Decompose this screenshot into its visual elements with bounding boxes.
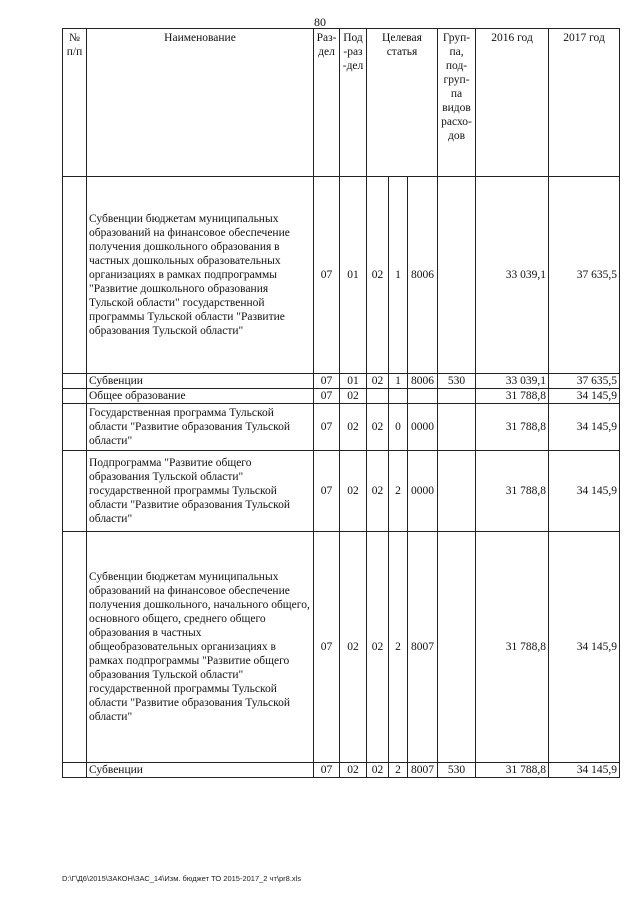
cell-num (63, 404, 87, 451)
table-row (63, 763, 620, 778)
cell-razdel: 07 (314, 177, 340, 374)
cell-num (63, 374, 87, 389)
cell-2016: 33 039,1 (476, 374, 549, 389)
page-number: 80 (314, 15, 326, 29)
cell-name: Подпрограмма "Развитие общего образования Тульской области" государственной программы Тульской области "Развитие образования Тульской области" (87, 451, 314, 532)
cell-cs1: 02 (367, 763, 389, 778)
cell-name: Субвенции бюджетам муниципальных образований на финансовое обеспечение получения дошкольного образования в частных дошкольных образовательных организациях в рамках подпрограммы "Развитие дошкольного образования Тульской области" государственной программы Тульской области "Развитие образования Тульской области" (87, 177, 314, 374)
header-num: № п/п (63, 29, 87, 177)
cell-num (63, 763, 87, 778)
cell-name: Субвенции бюджетам муниципальных образований на финансовое обеспечение получения дошкольного, начального общего, основного общего, среднего общего образования в частных общеобразовательных организациях в рамках подпрограммы "Развитие общего образования Тульской области" государственной программы Тульской области "Развитие образования Тульской области" (87, 532, 314, 763)
cell-cs3: 8006 (408, 374, 438, 389)
cell-cs2: 2 (389, 763, 408, 778)
cell-2016: 31 788,8 (476, 532, 549, 763)
cell-podrazdel: 02 (340, 389, 367, 404)
cell-cs3: 0000 (408, 451, 438, 532)
cell-podrazdel: 02 (340, 404, 367, 451)
cell-num (63, 389, 87, 404)
cell-cs2: 1 (389, 374, 408, 389)
cell-name: Субвенции (87, 763, 314, 778)
cell-2017: 34 145,9 (549, 451, 620, 532)
header-podrazdel: Под-раз-дел (340, 29, 367, 177)
cell-2017: 34 145,9 (549, 404, 620, 451)
cell-2016: 33 039,1 (476, 177, 549, 374)
cell-cs2 (389, 389, 408, 404)
header-row (63, 29, 620, 177)
cell-gruppa: 530 (438, 374, 476, 389)
cell-num (63, 177, 87, 374)
cell-name: Общее образование (87, 389, 314, 404)
cell-2016: 31 788,8 (476, 451, 549, 532)
cell-cs1: 02 (367, 404, 389, 451)
cell-cs2: 1 (389, 177, 408, 374)
cell-gruppa (438, 389, 476, 404)
cell-razdel: 07 (314, 389, 340, 404)
cell-gruppa (438, 177, 476, 374)
cell-podrazdel: 02 (340, 532, 367, 763)
cell-cs1: 02 (367, 177, 389, 374)
cell-podrazdel: 02 (340, 763, 367, 778)
cell-razdel: 07 (314, 451, 340, 532)
cell-razdel: 07 (314, 374, 340, 389)
cell-2016: 31 788,8 (476, 404, 549, 451)
table-row (63, 389, 620, 404)
cell-razdel: 07 (314, 763, 340, 778)
cell-2017: 37 635,5 (549, 177, 620, 374)
cell-gruppa (438, 451, 476, 532)
cell-cs3 (408, 389, 438, 404)
cell-2017: 34 145,9 (549, 763, 620, 778)
header-2017: 2017 год (549, 29, 620, 177)
cell-2017: 34 145,9 (549, 532, 620, 763)
cell-cs3: 8007 (408, 763, 438, 778)
budget-table (62, 28, 620, 778)
table-row (63, 177, 620, 374)
cell-cs2: 0 (389, 404, 408, 451)
cell-razdel: 07 (314, 404, 340, 451)
cell-cs2: 2 (389, 532, 408, 763)
cell-2016: 31 788,8 (476, 763, 549, 778)
cell-podrazdel: 01 (340, 177, 367, 374)
table-row (63, 404, 620, 451)
cell-cs1 (367, 389, 389, 404)
cell-gruppa (438, 404, 476, 451)
cell-podrazdel: 01 (340, 374, 367, 389)
cell-name: Субвенции (87, 374, 314, 389)
table-row (63, 374, 620, 389)
cell-cs1: 02 (367, 451, 389, 532)
cell-2017: 34 145,9 (549, 389, 620, 404)
header-2016: 2016 год (476, 29, 549, 177)
cell-cs3: 0000 (408, 404, 438, 451)
cell-gruppa: 530 (438, 763, 476, 778)
cell-2017: 37 635,5 (549, 374, 620, 389)
footer-file-path: D:\Г\Д6\2015\ЗАКОН\ЗАС_14\Изм. бюджет ТО 2015-2017_2 чт\pr8.xls (62, 874, 302, 883)
header-celevaya: Целевая статья (367, 29, 438, 177)
header-name: Наименование (87, 29, 314, 177)
table-row (63, 532, 620, 763)
cell-cs2: 2 (389, 451, 408, 532)
table-row (63, 451, 620, 532)
cell-num (63, 532, 87, 763)
cell-gruppa (438, 532, 476, 763)
cell-2016: 31 788,8 (476, 389, 549, 404)
header-gruppa: Груп-па, под-груп-па видов расхо-дов (438, 29, 476, 177)
cell-podrazdel: 02 (340, 451, 367, 532)
cell-name: Государственная программа Тульской области "Развитие образования Тульской области" (87, 404, 314, 451)
header-razdel: Раз-дел (314, 29, 340, 177)
cell-cs1: 02 (367, 532, 389, 763)
cell-cs3: 8006 (408, 177, 438, 374)
cell-razdel: 07 (314, 532, 340, 763)
cell-cs1: 02 (367, 374, 389, 389)
cell-num (63, 451, 87, 532)
cell-cs3: 8007 (408, 532, 438, 763)
